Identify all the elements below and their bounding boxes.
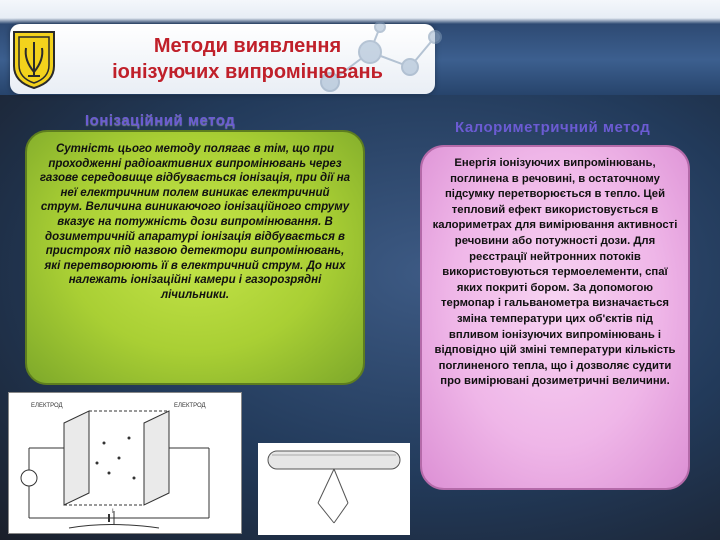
ionization-method-text-box [25, 130, 365, 385]
ionization-chamber-drawing [9, 393, 241, 533]
electrode-right-label: ЕЛЕКТРОД [174, 403, 206, 409]
ionization-chamber-diagram [8, 392, 242, 534]
title-line-2: іонізуючих випромінювань [112, 61, 383, 83]
current-label: I [112, 509, 114, 515]
calorimetric-method-text-box [420, 145, 690, 490]
right-section-heading: Калориметричний метод [455, 119, 651, 136]
university-crest-logo-icon [10, 28, 58, 90]
calorimeter-tube-drawing [258, 443, 410, 535]
electrode-left-label: ЕЛЕКТРОД [31, 403, 63, 409]
calorimeter-tube-diagram [258, 443, 410, 535]
left-section-heading: Іонізаційний метод [85, 112, 236, 129]
calorimetric-method-text: Енергія іонізуючих випромінювань, поглинена в речовині, в остаточному підсумку перетворюється в тепло. Цей тепловий ефект використовується в калориметрах для вимірювання активності речовини або потужності дози. Для реєстрації нейтронних потоків використовуються термоелементи, спаї яких покриті бором. За допомогою термопар і гальванометра визначається зміна температури цих об'єктів під впливом іонізуючих випромінювань і відповідно цій зміні температури кількість поглиненого тепла, що і дозволяє судити про вимірювані дозиметричні величини. [432, 157, 678, 388]
title-line-1: Методи виявлення [153, 35, 342, 57]
ionization-method-text: Сутність цього методу полягає в тім, що при проходженні радіоактивних випромінювань через газове середовище відбувається іонізація, при дії на неї електричним полем виникає електричний струм. Величина виникаючого іонізаційного струму вказує на потужність дози випромінювання. В дозиметричній апаратурі іонізація відбувається в пристроях під назвою детектори випромінювань, які перетворюють її в електричний струм. До них належать іонізаційні камери і газорозрядні лічильники. [39, 143, 351, 301]
page-title [60, 33, 435, 85]
